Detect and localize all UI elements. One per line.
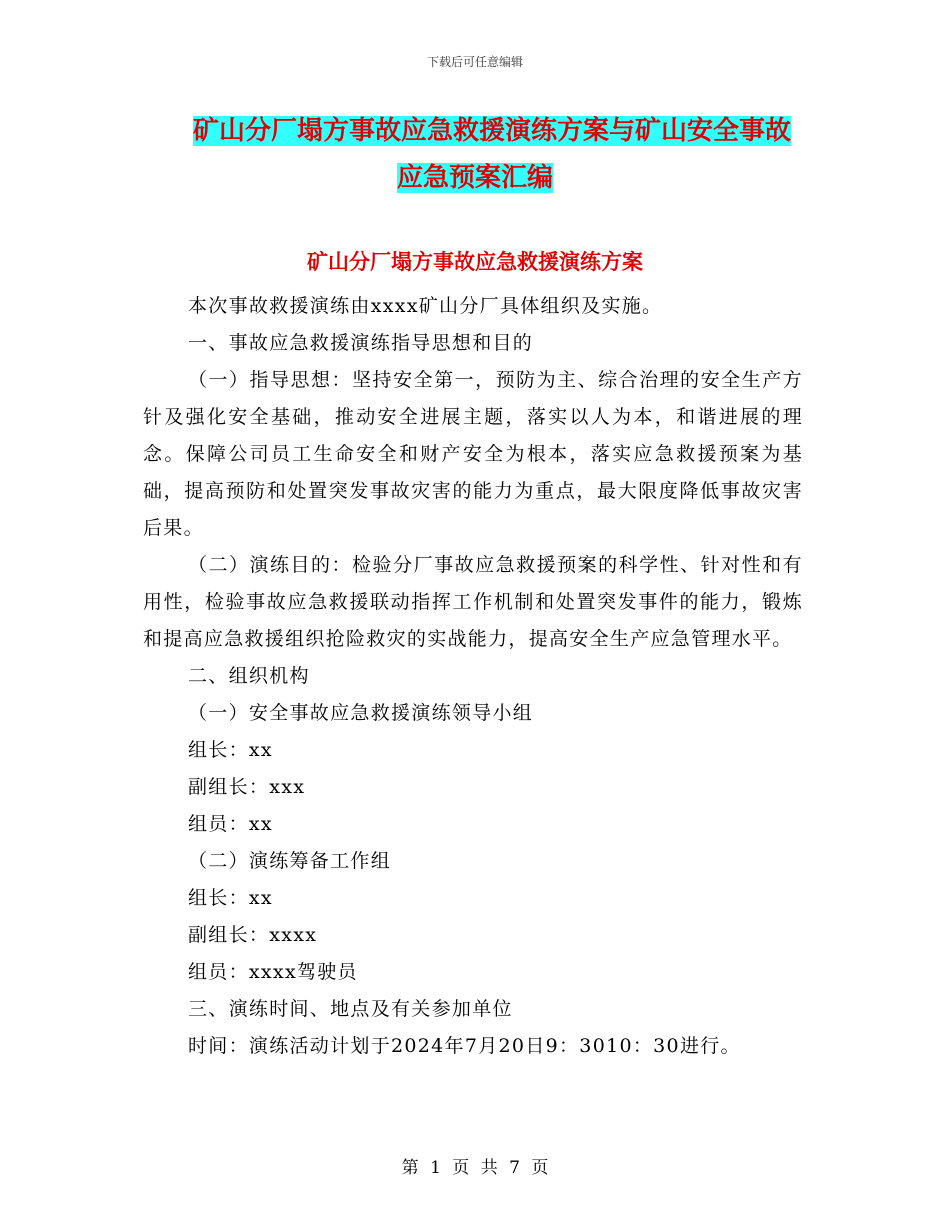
- group-2-leader: 组长：xx: [188, 887, 273, 909]
- drill-time: 时间：演练活动计划于2024年7月20日9：3010：30进行。: [188, 1035, 741, 1057]
- document-title: [140, 108, 810, 202]
- group-2-title: （二）演练筹备工作组: [188, 850, 392, 872]
- heading-1: 一、事故应急救援演练指导思想和目的: [188, 332, 534, 354]
- group-2-deputy: 副组长：xxxx: [188, 924, 318, 946]
- group-1-member: 组员：xx: [188, 813, 273, 835]
- intro-paragraph: 本次事故救援演练由xxxx矿山分厂具体组织及实施。: [188, 295, 663, 317]
- title-line-2-text: 应急预案汇编: [396, 163, 553, 193]
- heading-3: 三、演练时间、地点及有关参加单位: [188, 998, 513, 1020]
- group-1-leader: 组长：xx: [188, 739, 273, 761]
- group-2-member: 组员：xxxx驾驶员: [188, 961, 358, 983]
- group-1-deputy: 副组长：xxx: [188, 776, 306, 798]
- section-title: 矿山分厂塌方事故应急救援演练方案: [307, 249, 643, 274]
- title-line-2: [140, 155, 810, 202]
- paragraph-drill-purpose: （二）演练目的：检验分厂事故应急救援预案的科学性、针对性和有用性，检验事故应急救援联动指挥工作机制和处置突发事件的能力，锻炼和提高应急救援组织抢险救灾的实战能力，提高安全生产应急管理水平。: [143, 554, 803, 650]
- page-footer: 第 1 页 共 7 页: [401, 1158, 549, 1178]
- heading-2: 二、组织机构: [188, 665, 310, 687]
- title-line-1: [140, 108, 810, 155]
- header-note: 下载后可任意编辑: [426, 55, 523, 69]
- paragraph-guiding-thought: （一）指导思想：坚持安全第一，预防为主、综合治理的安全生产方针及强化安全基础，推动安全进展主题，落实以人为本，和谐进展的理念。保障公司员工生命安全和财产安全为根本，落实应急救援预案为基础，提高预防和处置突发事故灾害的能力为重点，最大限度降低事故灾害后果。: [143, 369, 803, 539]
- document-body: [143, 288, 803, 1065]
- title-line-1-text: 矿山分厂塌方事故应急救援演练方案与矿山安全事故: [193, 116, 792, 146]
- group-1-title: （一）安全事故应急救援演练领导小组: [188, 702, 534, 724]
